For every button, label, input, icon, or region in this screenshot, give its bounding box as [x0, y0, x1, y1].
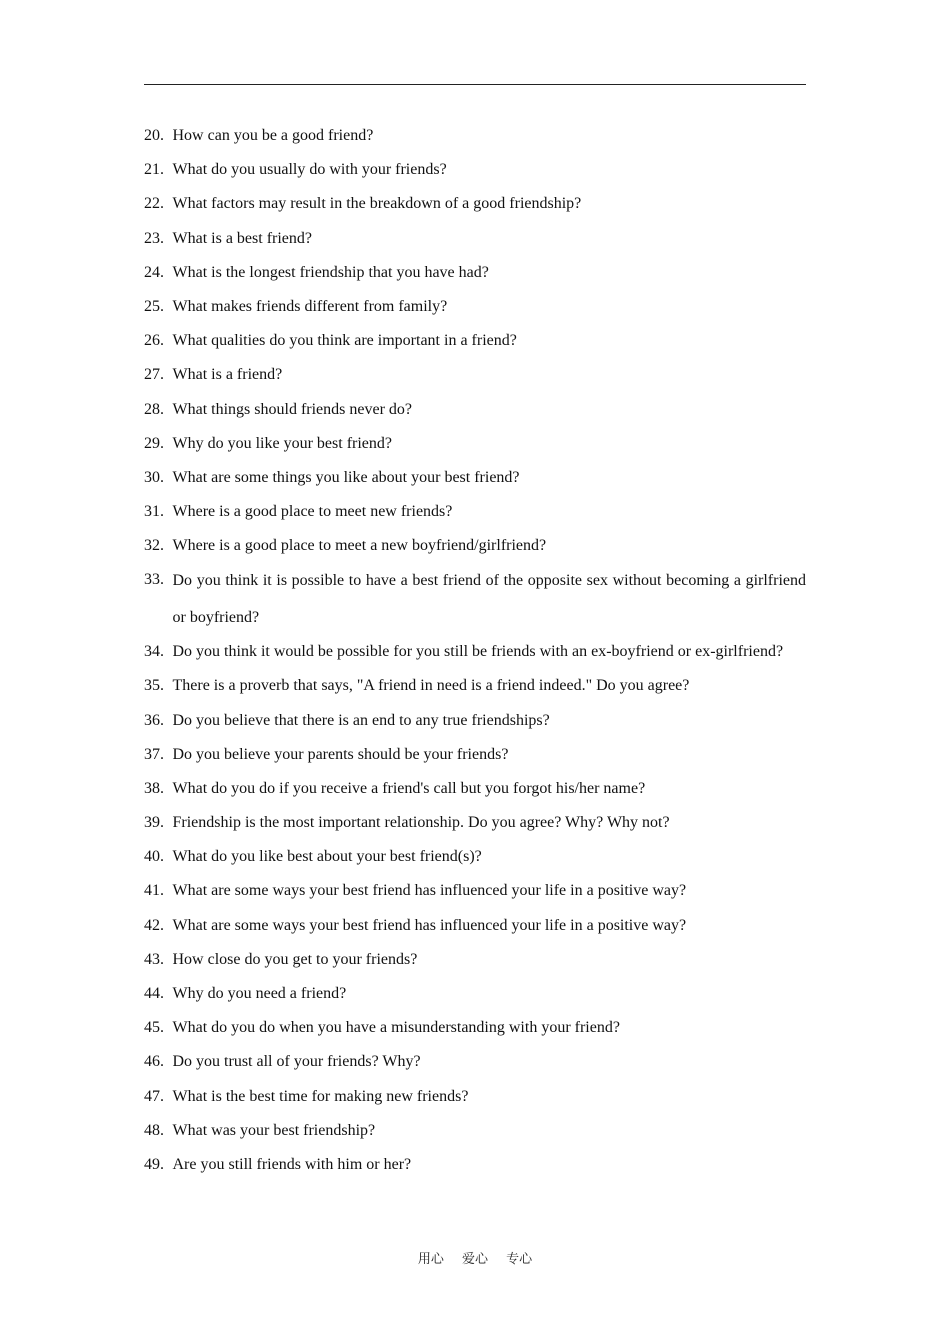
footer-text-3: 专心 [506, 1252, 533, 1267]
question-number: 42. [144, 916, 164, 934]
question-number: 45. [144, 1019, 164, 1037]
question-item [144, 158, 806, 182]
question-text: What factors may result in the breakdown of a good friendship? [172, 195, 582, 213]
question-item [144, 534, 806, 558]
question-item [144, 709, 806, 733]
question-item [144, 124, 806, 148]
question-text: What makes friends different from family? [172, 297, 448, 315]
question-text: What was your best friendship? [172, 1121, 376, 1139]
question-number: 21. [144, 161, 164, 179]
question-number: 43. [144, 950, 164, 968]
question-item [144, 1153, 806, 1177]
question-text: Friendship is the most important relationship. Do you agree? Why? Why not? [172, 814, 670, 832]
question-item [144, 879, 806, 903]
question-item [144, 227, 806, 251]
question-item [144, 914, 806, 938]
question-number: 39. [144, 814, 164, 832]
question-text: What do you usually do with your friends? [172, 161, 447, 179]
question-text: What are some ways your best friend has influenced your life in a positive way? [172, 916, 687, 934]
question-item [144, 777, 806, 801]
question-number: 48. [144, 1121, 164, 1139]
question-list [144, 124, 806, 1187]
question-item [144, 948, 806, 972]
question-text: What do you do when you have a misunderstanding with your friend? [172, 1019, 620, 1037]
question-number: 26. [144, 332, 164, 350]
question-number: 37. [144, 745, 164, 763]
question-text: Where is a good place to meet new friends? [172, 503, 453, 521]
question-number: 30. [144, 468, 164, 486]
question-text: Why do you need a friend? [172, 985, 347, 1002]
question-number: 22. [144, 195, 164, 213]
question-text: What is the best time for making new friends? [172, 1087, 469, 1105]
question-item [144, 568, 806, 630]
question-text: Do you think it is possible to have a best friend of the opposite sex without becoming a girlfriend or boyfriend? [172, 571, 806, 627]
question-item [144, 329, 806, 353]
question-text: What is a best friend? [172, 229, 312, 247]
question-number: 47. [144, 1087, 164, 1105]
question-number: 25. [144, 297, 164, 315]
question-item [144, 982, 806, 1006]
question-number: 31. [144, 503, 164, 521]
question-item [144, 743, 806, 767]
question-text: How close do you get to your friends? [172, 950, 418, 968]
question-text: There is a proverb that says, "A friend in need is a friend indeed." Do you agree? [172, 677, 690, 695]
question-number: 29. [144, 434, 164, 452]
question-number: 27. [144, 366, 164, 384]
question-number: 23. [144, 229, 164, 247]
question-number: 46. [144, 1053, 164, 1071]
page-footer [0, 1248, 950, 1267]
question-item [144, 1085, 806, 1109]
question-text: What do you do if you receive a friend's call but you forgot his/her name? [172, 779, 646, 797]
question-number: 35. [144, 677, 164, 695]
question-text: How can you be a good friend? [172, 127, 374, 144]
question-item [144, 1050, 806, 1074]
question-item [144, 500, 806, 524]
question-number: 28. [144, 400, 164, 418]
question-number: 32. [144, 537, 164, 555]
question-text: What is a friend? [172, 366, 283, 384]
question-item [144, 811, 806, 835]
question-number: 36. [144, 711, 164, 729]
question-item [144, 398, 806, 422]
header-rule [144, 84, 806, 85]
question-text: Do you trust all of your friends? Why? [172, 1053, 421, 1071]
question-text: Do you think it would be possible for you still be friends with an ex-boyfriend or ex-girlfriend? [172, 643, 784, 661]
question-number: 49. [144, 1155, 164, 1173]
question-item [144, 192, 806, 216]
question-text: Why do you like your best friend? [172, 434, 392, 452]
question-text: What qualities do you think are important in a friend? [172, 332, 517, 350]
question-item [144, 845, 806, 869]
question-text: Where is a good place to meet a new boyfriend/girlfriend? [172, 537, 547, 555]
question-item [144, 261, 806, 285]
question-number: 20. [144, 127, 164, 144]
question-number: 44. [144, 985, 164, 1002]
question-item [144, 363, 806, 387]
question-item [144, 432, 806, 456]
question-item [144, 1016, 806, 1040]
question-item [144, 1119, 806, 1143]
question-text: What are some things you like about your best friend? [172, 468, 520, 486]
question-item [144, 466, 806, 490]
footer-text-1: 用心 [417, 1252, 444, 1267]
question-text: Do you believe that there is an end to any true friendships? [172, 711, 550, 729]
question-text: What are some ways your best friend has influenced your life in a positive way? [172, 882, 687, 900]
question-number: 38. [144, 779, 164, 797]
question-number: 24. [144, 263, 164, 281]
question-item [144, 295, 806, 319]
question-text: What is the longest friendship that you have had? [172, 263, 489, 281]
question-text: What do you like best about your best friend(s)? [172, 848, 482, 866]
question-text: Do you believe your parents should be your friends? [172, 745, 509, 763]
question-number: 34. [144, 643, 164, 661]
question-text: Are you still friends with him or her? [172, 1155, 412, 1173]
question-number: 40. [144, 848, 164, 866]
question-item [144, 640, 806, 664]
question-item [144, 674, 806, 698]
question-number: 33. [144, 571, 164, 589]
question-number: 41. [144, 882, 164, 900]
footer-text-2: 爱心 [461, 1252, 488, 1267]
question-text: What things should friends never do? [172, 400, 412, 418]
